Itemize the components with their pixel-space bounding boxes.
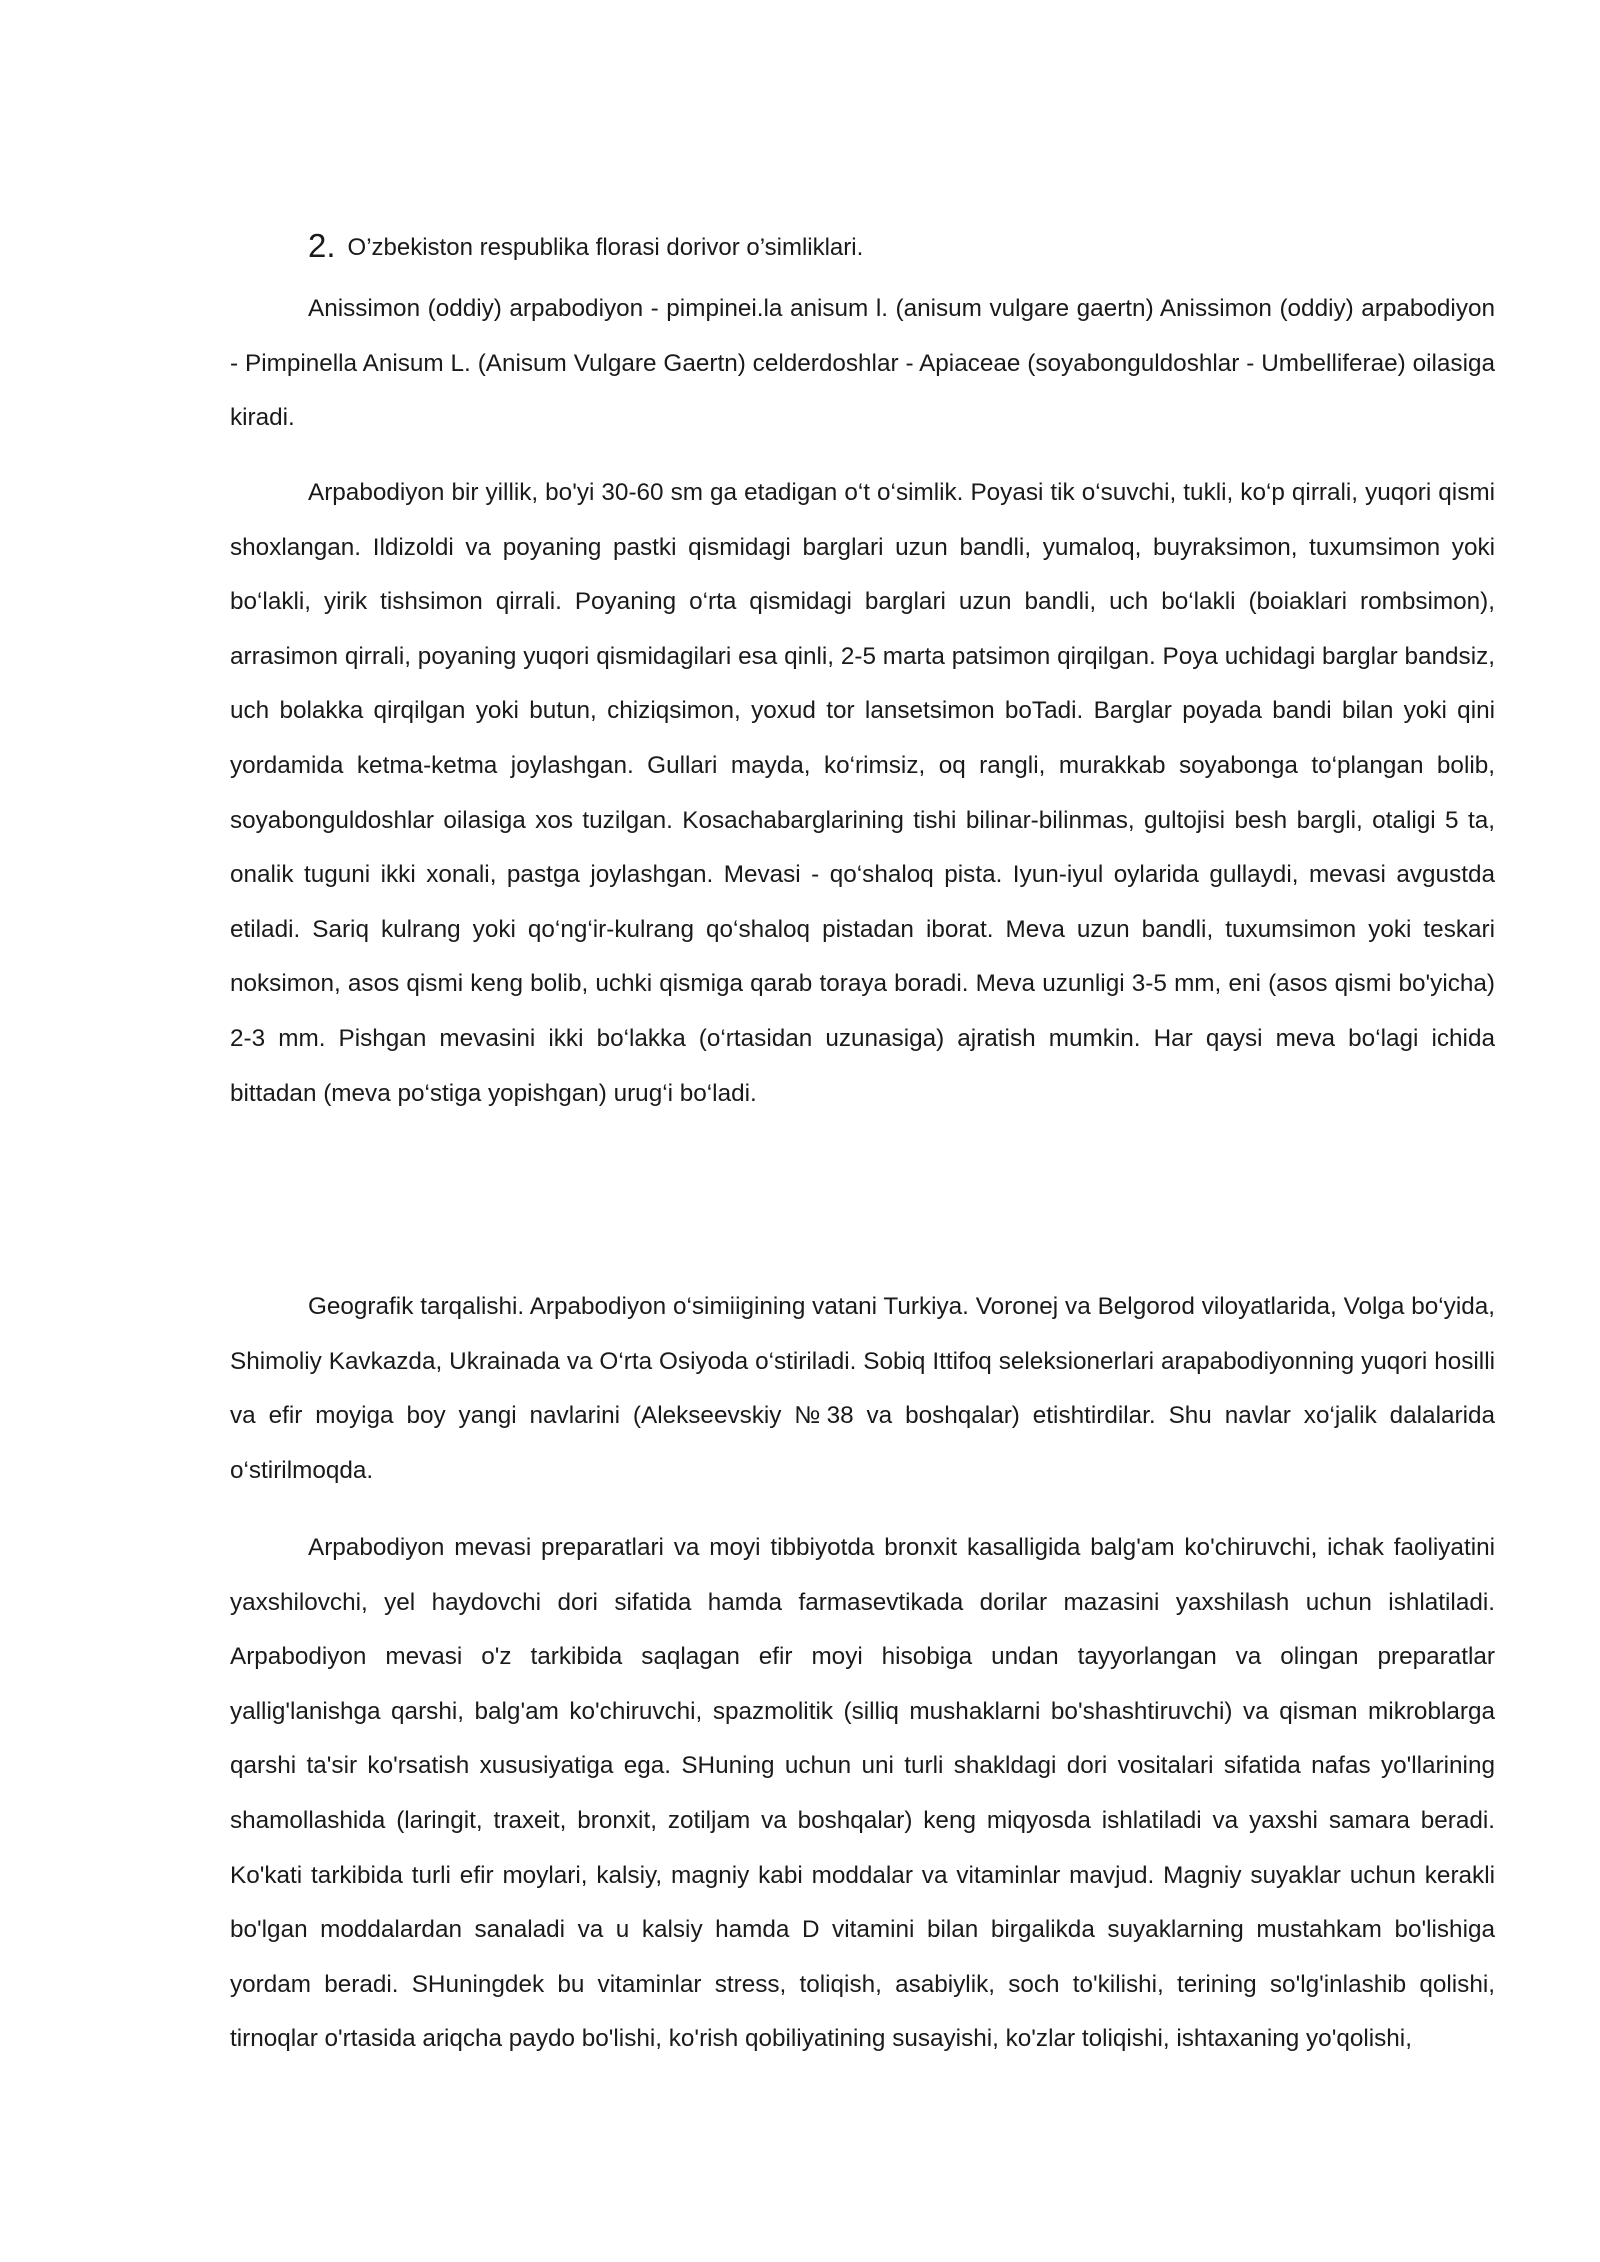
section-title: O’zbekiston respublika florasi dorivor o’simliklari. [347, 234, 864, 261]
paragraph-description: Arpabodiyon bir yillik, bo'yi 30-60 sm ga etadigan o‘t o‘simlik. Poyasi tik o‘suvchi, tukli, ko‘p qirrali, yuqori qismi shoxlangan. Ildizoldi va poyaning pastki qismidagi barglari uzun bandli, yumaloq, buyraksimon, tuxumsimon yoki bo‘lakli, yirik tishsimon qirrali. Poyaning o‘rta qismidagi barglari uzun bandli, uch bo‘lakli (boiaklari rombsimon), arrasimon qirrali, poyaning yuqori qismidagilari esa qinli, 2-5 marta patsimon qirqilgan. Poya uchidagi barglar bandsiz, uch bolakka qirqilgan yoki butun, chiziqsimon, yoxud tor lansetsimon boTadi. Barglar poyada bandi bilan yoki qini yordamida ketma-ketma joylashgan. Gullari mayda, ko‘rimsiz, oq rangli, murakkab soyabonga to‘plangan bolib, soyabonguldoshlar oilasiga xos tuzilgan. Kosachabarglarining tishi bilinar-bilinmas, gultojisi besh bargli, otaligi 5 ta, onalik tuguni ikki xonali, pastga joylashgan. Mevasi - qo‘shaloq pista. Iyun-iyul oylarida gullaydi, mevasi avgustda etiladi. Sariq kulrang yoki qo‘ng‘ir-kulrang qo‘shaloq pistadan iborat. Meva uzun bandli, tuxumsimon yoki teskari noksimon, asos qismi keng bolib, uchki qismiga qarab toraya boradi. Meva uzunligi 3-5 mm, eni (asos qismi bo'yicha) 2-3 mm. Pishgan mevasini ikki bo‘lakka (o‘rtasidan uzunasiga) ajratish mumkin. Har qaysi meva bo‘lagi ichida bittadan (meva po‘stiga yopishgan) urug‘i bo‘ladi. [230, 479, 1495, 1107]
paragraph-distribution: Geografik tarqalishi. Arpabodiyon o‘simiigining vatani Turkiya. Voronej va Belgorod viloyatlarida, Volga bo‘yida, Shimoliy Kavkazda, Ukrainada va O‘rta Osiyoda o‘stiriladi. Sobiq Ittifoq seleksionerlari arapabodiyonning yuqori hosilli va efir moyiga boy yangi navlarini (Alekseevskiy №38 va boshqalar) etishtirdilar. Shu navlar xo‘jalik dalalarida o‘stirilmoqda. [230, 1293, 1495, 1484]
paragraph-usage: Arpabodiyon mevasi preparatlari va moyi tibbiyotda bronxit kasalligida balg'am ko'chiruvchi, ichak faoliyatini yaxshilovchi, yel haydovchi dori sifatida hamda farmasevtikada dorilar mazasini yaxshilash uchun ishlatiladi. Arpabodiyon mevasi o'z tarkibida saqlagan efir moyi hisobiga undan tayyorlangan va olingan preparatlar yallig'lanishga qarshi, balg'am ko'chiruvchi, spazmolitik (silliq mushaklarni bo'shashtiruvchi) va qisman mikroblarga qarshi ta'sir ko'rsatish xususiyatiga ega. SHuning uchun uni turli shakldagi dori vositalari sifatida nafas yo'llarining shamollashida (laringit, traxeit, bronxit, zotiljam va boshqalar) keng miqyosda ishlatiladi va yaxshi samara beradi. Ko'kati tarkibida turli efir moylari, kalsiy, magniy kabi moddalar va vitaminlar mavjud. Magniy suyaklar uchun kerakli bo'lgan moddalardan sanaladi va u kalsiy hamda D vitamini bilan birgalikda suyaklarning mustahkam bo'lishiga yordam beradi. SHuningdek bu vitaminlar stress, toliqish, asabiylik, soch to'kilishi, terining so'lg'inlashib qolishi, tirnoqlar o'rtasida ariqcha paydo bo'lishi, ko'rish qobiliyatining susayishi, ko'zlar toliqishi, ishtaxaning yo'qolishi, [230, 1534, 1495, 2053]
paragraph-taxonomy: Anissimon (oddiy) arpabodiyon - pimpinei.la anisum l. (anisum vulgare gaertn) Anissimon (oddiy) arpabodiyon - Pimpinella Anisum L. (Anisum Vulgare Gaertn) celderdoshlar - Apiaceae (soyabonguldoshlar - Umbelliferae) oilasiga kiradi. [230, 295, 1495, 432]
section-number: 2. [308, 227, 336, 264]
section-heading [308, 228, 863, 266]
